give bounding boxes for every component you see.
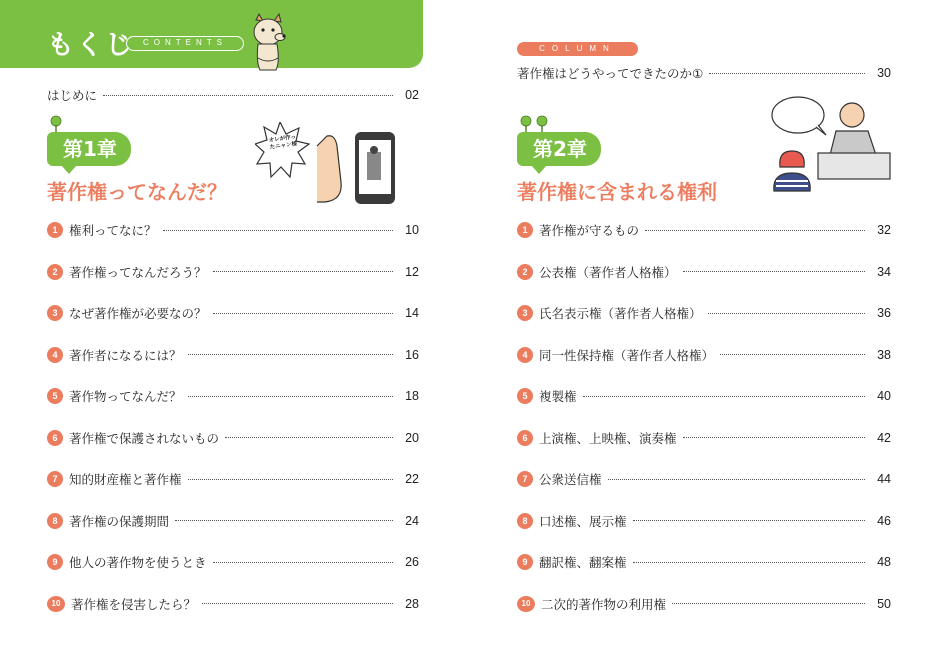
leader-dots [163, 230, 393, 231]
item-number-badge: 5 [47, 388, 63, 404]
item-number-badge: 6 [517, 430, 533, 446]
toc-row[interactable] [517, 593, 891, 615]
page-number: 20 [405, 430, 419, 445]
item-label: なぜ著作権が必要なの？ [69, 306, 207, 321]
item-number-badge: 3 [517, 305, 533, 321]
item-label: 著作権で保護されないもの [69, 430, 220, 446]
leader-dots [202, 603, 393, 604]
toc-row[interactable] [517, 344, 891, 366]
item-label: 著作権ってなんだろう？ [69, 264, 207, 280]
leader-dots [720, 354, 865, 355]
page-number: 30 [877, 66, 891, 80]
page-number: 44 [877, 472, 891, 486]
toc-row[interactable] [517, 302, 891, 324]
item-label: 公衆送信権 [539, 472, 602, 487]
toc-row[interactable] [47, 344, 419, 366]
column-badge: COLUMN [517, 42, 638, 56]
leader-dots [188, 354, 393, 355]
toc-row[interactable] [517, 510, 891, 532]
toc-row[interactable] [47, 510, 419, 532]
toc-row[interactable] [517, 551, 891, 573]
page-number: 28 [405, 596, 419, 611]
item-number-badge: 10 [47, 596, 65, 612]
leader-dots [188, 479, 393, 480]
leader-dots [213, 313, 393, 314]
leader-dots [672, 603, 865, 604]
column-label: 著作権はどうやってできたのか① [517, 66, 704, 81]
item-label: 二次的著作物の利用権 [541, 596, 667, 612]
page-subtitle: CONTENTS [126, 36, 244, 51]
leader-dots [709, 73, 865, 74]
item-number-badge: 2 [47, 264, 63, 280]
leader-dots [188, 396, 393, 397]
toc-row-column[interactable] [517, 62, 891, 84]
toc-row[interactable] [517, 261, 891, 283]
toc-row[interactable] [47, 261, 419, 283]
burst-bubble-icon [255, 122, 400, 207]
page-number: 38 [877, 347, 891, 362]
page-number: 48 [877, 555, 891, 569]
toc-row[interactable] [47, 427, 419, 449]
chapter2-title: 著作権に含まれる権利 [517, 180, 717, 204]
item-label: 知的財産権と著作権 [69, 472, 182, 487]
item-label: 著作者になるには？ [69, 347, 182, 363]
item-number-badge: 2 [517, 264, 533, 280]
item-label: 氏名表示権（著作者人格権） [539, 306, 702, 321]
item-label: 複製権 [539, 389, 577, 404]
leader-dots [103, 95, 393, 96]
item-label: 権利ってなに？ [69, 223, 157, 238]
item-label: 同一性保持権（著作者人格権） [539, 347, 715, 363]
leader-dots [213, 562, 393, 563]
item-label: 他人の著作物を使うとき [69, 555, 207, 570]
chapter1-title: 著作権ってなんだ？ [47, 180, 227, 204]
contents-header [0, 0, 423, 68]
chapter2-tag: 第2章 [517, 132, 601, 166]
page-number: 24 [405, 513, 419, 528]
page-number: 42 [877, 430, 891, 445]
leader-dots [645, 230, 865, 231]
chapter2-illustration [768, 95, 893, 205]
item-label: 上演権、上映権、演奏権 [539, 430, 677, 446]
page-number: 18 [405, 389, 419, 403]
page-number: 32 [877, 223, 891, 237]
item-number-badge: 7 [517, 471, 533, 487]
toc-row[interactable] [517, 427, 891, 449]
leader-dots [608, 479, 865, 480]
leader-dots [225, 437, 393, 438]
item-label: 著作権を侵害したら？ [71, 596, 197, 612]
item-number-badge: 8 [47, 513, 63, 529]
item-label: 翻訳権、翻案権 [539, 555, 627, 570]
item-label: 著作権の保護期間 [69, 513, 170, 529]
item-label: 公表権（著作者人格権） [539, 264, 677, 280]
item-number-badge: 8 [517, 513, 533, 529]
item-number-badge: 6 [47, 430, 63, 446]
toc-row[interactable] [47, 302, 419, 324]
leader-dots [213, 271, 393, 272]
page-title: もくじ [47, 30, 134, 61]
leader-dots [583, 396, 865, 397]
item-label: 著作権が守るもの [539, 223, 640, 238]
item-number-badge: 5 [517, 388, 533, 404]
leader-dots [175, 520, 393, 521]
page-number: 02 [405, 88, 419, 102]
item-number-badge: 10 [517, 596, 535, 612]
toc-row-intro[interactable] [47, 84, 419, 106]
toc-row[interactable] [517, 385, 891, 407]
chapter1-tag: 第1章 [47, 132, 131, 166]
page-number: 10 [405, 223, 419, 237]
leader-dots [633, 520, 865, 521]
page-number: 50 [877, 596, 891, 611]
page-number: 46 [877, 513, 891, 528]
item-label: 著作物ってなんだ？ [69, 389, 182, 404]
page-number: 14 [405, 306, 419, 320]
item-number-badge: 3 [47, 305, 63, 321]
item-number-badge: 4 [517, 347, 533, 363]
item-number-badge: 9 [517, 554, 533, 570]
toc-row[interactable] [517, 219, 891, 241]
page-number: 22 [405, 472, 419, 486]
toc-row[interactable] [47, 385, 419, 407]
item-number-badge: 1 [47, 222, 63, 238]
item-number-badge: 4 [47, 347, 63, 363]
bubble-text: オレが作ったニャン様 [268, 134, 298, 151]
item-number-badge: 9 [47, 554, 63, 570]
leader-dots [683, 271, 865, 272]
chapter1-illustration [255, 122, 400, 207]
intro-label: はじめに [47, 88, 98, 103]
item-number-badge: 1 [517, 222, 533, 238]
page-number: 16 [405, 347, 419, 362]
leader-dots [708, 313, 865, 314]
page-number: 26 [405, 555, 419, 569]
page-number: 40 [877, 389, 891, 403]
toc-row[interactable] [47, 219, 419, 241]
toc-row[interactable] [47, 593, 419, 615]
leader-dots [633, 562, 865, 563]
toc-row[interactable] [517, 468, 891, 490]
page-number: 34 [877, 264, 891, 279]
page-number: 12 [405, 264, 419, 279]
leader-dots [683, 437, 865, 438]
toc-row[interactable] [47, 468, 419, 490]
dog-mascot-illustration [246, 12, 292, 74]
item-number-badge: 7 [47, 471, 63, 487]
page-number: 36 [877, 306, 891, 320]
item-label: 口述権、展示権 [539, 513, 627, 529]
toc-row[interactable] [47, 551, 419, 573]
